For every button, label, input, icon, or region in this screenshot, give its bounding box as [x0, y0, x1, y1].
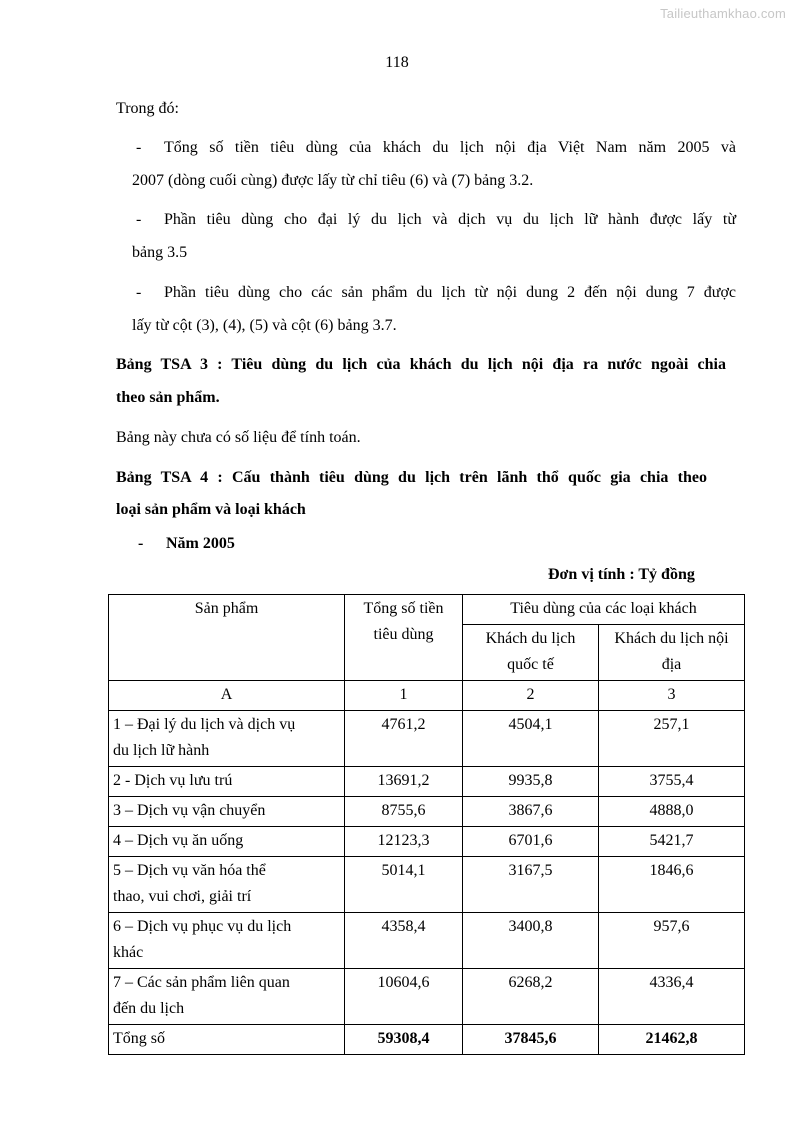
header-total: Tổng số tiền tiêu dùng: [345, 595, 463, 681]
bullet-2-line-1: [136, 212, 736, 228]
domestic-cell: 957,6: [599, 913, 745, 969]
domestic-cell: 257,1: [599, 711, 745, 767]
international-cell: 9935,8: [463, 767, 599, 797]
year-label: Năm 2005: [166, 535, 235, 552]
product-cell: 3 – Dịch vụ vận chuyển: [109, 797, 345, 827]
total-cell: 13691,2: [345, 767, 463, 797]
table-index-row: [109, 681, 745, 711]
tsa4-heading-line-2: loại sản phẩm và loại khách: [116, 501, 306, 518]
total-cell: 5014,1: [345, 857, 463, 913]
product-cell: 4 – Dịch vụ ăn uống: [109, 827, 345, 857]
table-row: [109, 767, 745, 797]
bullet-3-line-1: [136, 285, 736, 301]
table-row: [109, 913, 745, 969]
product-cell: 6 – Dịch vụ phục vụ du lịch khác: [109, 913, 345, 969]
tsa4-year: [138, 536, 235, 552]
tsa3-heading-line-2: theo sản phẩm.: [116, 389, 220, 406]
table-header-row: [109, 595, 745, 625]
bullet-dash: -: [136, 284, 142, 301]
year-dash: -: [138, 535, 144, 552]
tsa3-note: Bảng này chưa có số liệu để tính toán.: [116, 429, 361, 446]
grand-total-cell: 59308,4: [345, 1025, 463, 1055]
header-visitor-group: Tiêu dùng của các loại khách: [463, 595, 745, 625]
intro-text: Trong đó:: [116, 100, 179, 117]
table-total-row: [109, 1025, 745, 1055]
international-total-cell: 37845,6: [463, 1025, 599, 1055]
domestic-cell: 3755,4: [599, 767, 745, 797]
tsa4-table: [108, 594, 745, 1055]
index-cell: 3: [599, 681, 745, 711]
total-cell: 8755,6: [345, 797, 463, 827]
domestic-total-cell: 21462,8: [599, 1025, 745, 1055]
product-cell: 5 – Dịch vụ văn hóa thể thao, vui chơi, giải trí: [109, 857, 345, 913]
international-cell: 4504,1: [463, 711, 599, 767]
table-row: [109, 711, 745, 767]
international-cell: 3867,6: [463, 797, 599, 827]
product-cell: 1 – Đại lý du lịch và dịch vụ du lịch lữ hành: [109, 711, 345, 767]
table-row: [109, 857, 745, 913]
domestic-cell: 5421,7: [599, 827, 745, 857]
page-number: 118: [385, 54, 409, 71]
index-cell: A: [109, 681, 345, 711]
domestic-cell: 4336,4: [599, 969, 745, 1025]
domestic-cell: 4888,0: [599, 797, 745, 827]
table-row: [109, 827, 745, 857]
bullet-dash: -: [136, 211, 142, 228]
total-cell: 4761,2: [345, 711, 463, 767]
international-cell: 6701,6: [463, 827, 599, 857]
unit-label: Đơn vị tính : Tỷ đồng: [548, 566, 695, 583]
international-cell: 3400,8: [463, 913, 599, 969]
product-cell: 2 - Dịch vụ lưu trú: [109, 767, 345, 797]
header-international: Khách du lịch quốc tế: [463, 625, 599, 681]
index-cell: 1: [345, 681, 463, 711]
product-cell: 7 – Các sản phẩm liên quan đến du lịch: [109, 969, 345, 1025]
total-cell: 12123,3: [345, 827, 463, 857]
header-product: Sản phẩm: [109, 595, 345, 681]
tsa4-heading-line-1: Bảng TSA 4 : Cấu thành tiêu dùng du lịch trên lãnh thổ quốc gia chia theo: [116, 469, 707, 486]
total-cell: 4358,4: [345, 913, 463, 969]
domestic-cell: 1846,6: [599, 857, 745, 913]
bullet-text: Tổng số tiền tiêu dùng của khách du lịch nội địa Việt Nam năm 2005 và: [164, 139, 736, 156]
tsa3-heading-line-1: Bảng TSA 3 : Tiêu dùng du lịch của khách du lịch nội địa ra nước ngoài chia: [116, 356, 726, 373]
international-cell: 3167,5: [463, 857, 599, 913]
total-label: Tổng số: [109, 1025, 345, 1055]
bullet-text: Phần tiêu dùng cho đại lý du lịch và dịch vụ du lịch lữ hành được lấy từ: [164, 211, 736, 228]
bullet-3-line-2: lấy từ cột (3), (4), (5) và cột (6) bảng 3.7.: [132, 317, 397, 334]
international-cell: 6268,2: [463, 969, 599, 1025]
bullet-1-line-1: [136, 140, 736, 156]
bullet-text: Phần tiêu dùng cho các sản phẩm du lịch từ nội dung 2 đến nội dung 7 được: [164, 284, 736, 301]
index-cell: 2: [463, 681, 599, 711]
header-domestic: Khách du lịch nội địa: [599, 625, 745, 681]
watermark: Tailieuthamkhao.com: [660, 6, 786, 21]
bullet-2-line-2: bảng 3.5: [132, 244, 188, 261]
bullet-dash: -: [136, 139, 142, 156]
table-row: [109, 969, 745, 1025]
table-row: [109, 797, 745, 827]
total-cell: 10604,6: [345, 969, 463, 1025]
bullet-1-line-2: 2007 (dòng cuối cùng) được lấy từ chỉ tiêu (6) và (7) bảng 3.2.: [132, 172, 534, 189]
